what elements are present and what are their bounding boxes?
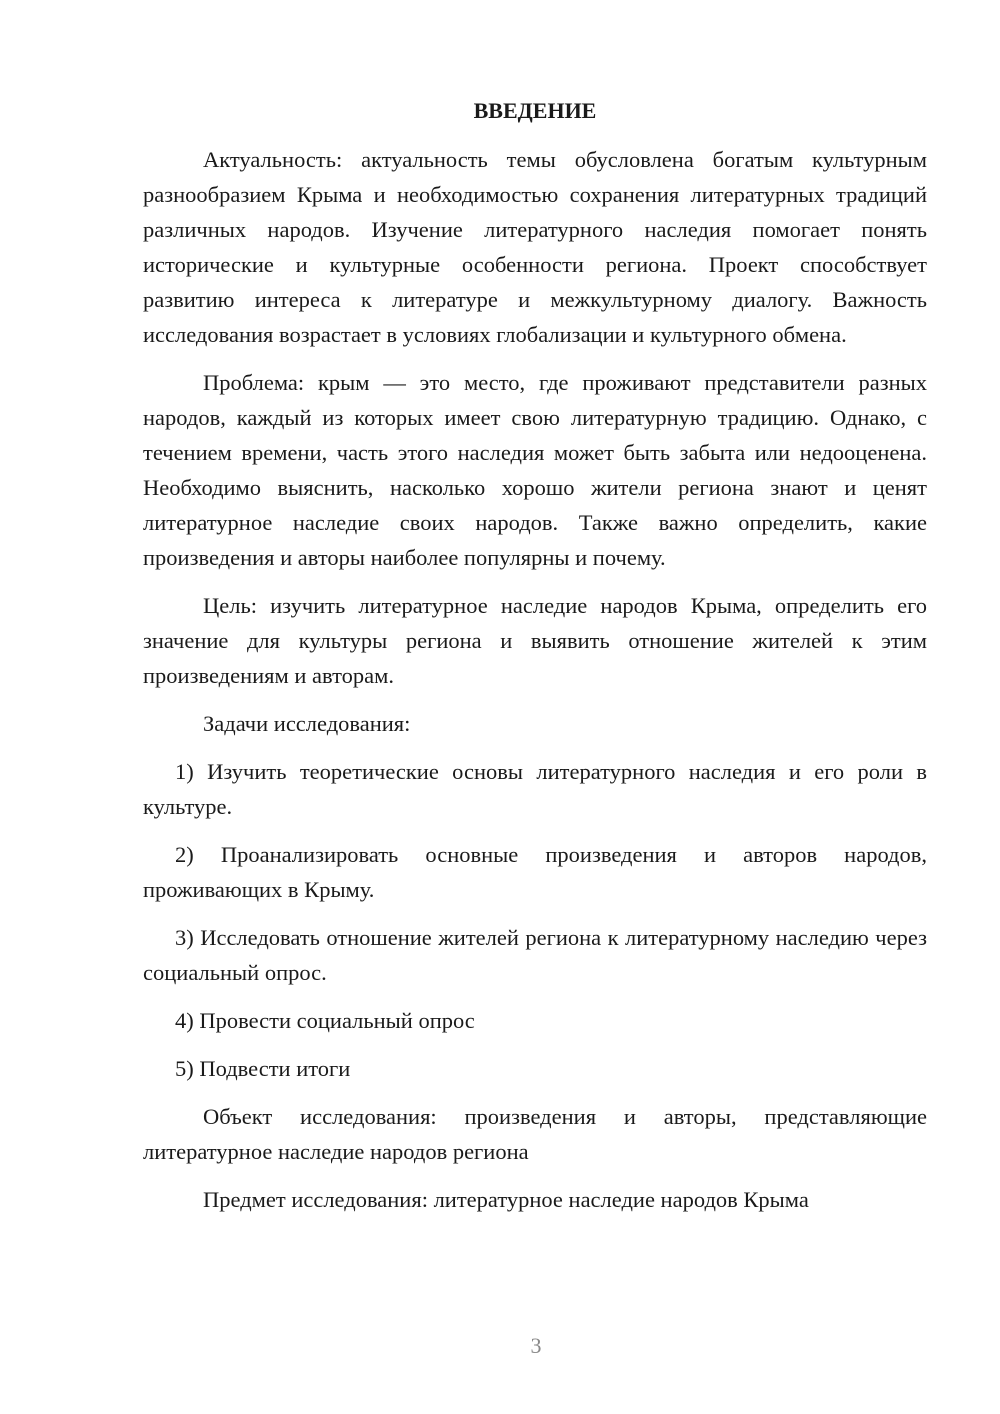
object-paragraph: Объект исследования: произведения и авторы, представляющие литературное наследие народов региона <box>143 1104 927 1164</box>
page-title: ВВЕДЕНИЕ <box>473 98 597 123</box>
task-item-3: 3) Исследовать отношение жителей региона к литературному наследию через социальный опрос. <box>143 925 927 985</box>
goal-paragraph: Цель: изучить литературное наследие народов Крыма, определить его значение для культуры региона и выявить отношение жителей к этим произведениям и авторам. <box>143 593 927 688</box>
problem-paragraph: Проблема: крым — это место, где проживают представители разных народов, каждый из которых имеет свою литературную традицию. Однако, с течением времени, часть этого наследия может быть забыта или недооценена. Необходимо выяснить, насколько хорошо жители региона знают и ценят литературное наследие своих народов. Также важно определить, какие произведения и авторы наиболее популярны и почему. <box>143 370 927 570</box>
task-item-1: 1) Изучить теоретические основы литературного наследия и его роли в культуре. <box>143 759 927 819</box>
subject-paragraph: Предмет исследования: литературное наследие народов Крыма <box>203 1187 809 1212</box>
page-number: 3 <box>530 1333 542 1358</box>
page-content <box>143 96 927 1230</box>
tasks-heading: Задачи исследования: <box>203 711 411 736</box>
task-item-2: 2) Проанализировать основные произведения и авторов народов, проживающих в Крыму. <box>143 842 927 902</box>
task-item-5: 5) Подвести итоги <box>175 1056 351 1081</box>
task-item-4: 4) Провести социальный опрос <box>175 1008 475 1033</box>
relevance-paragraph: Актуальность: актуальность темы обусловлена богатым культурным разнообразием Крыма и необходимостью сохранения литературных традиций различных народов. Изучение литературного наследия помогает понять исторические и культурные особенности региона. Проект способствует развитию интереса к литературе и межкультурному диалогу. Важность исследования возрастает в условиях глобализации и культурного обмена. <box>143 147 927 347</box>
